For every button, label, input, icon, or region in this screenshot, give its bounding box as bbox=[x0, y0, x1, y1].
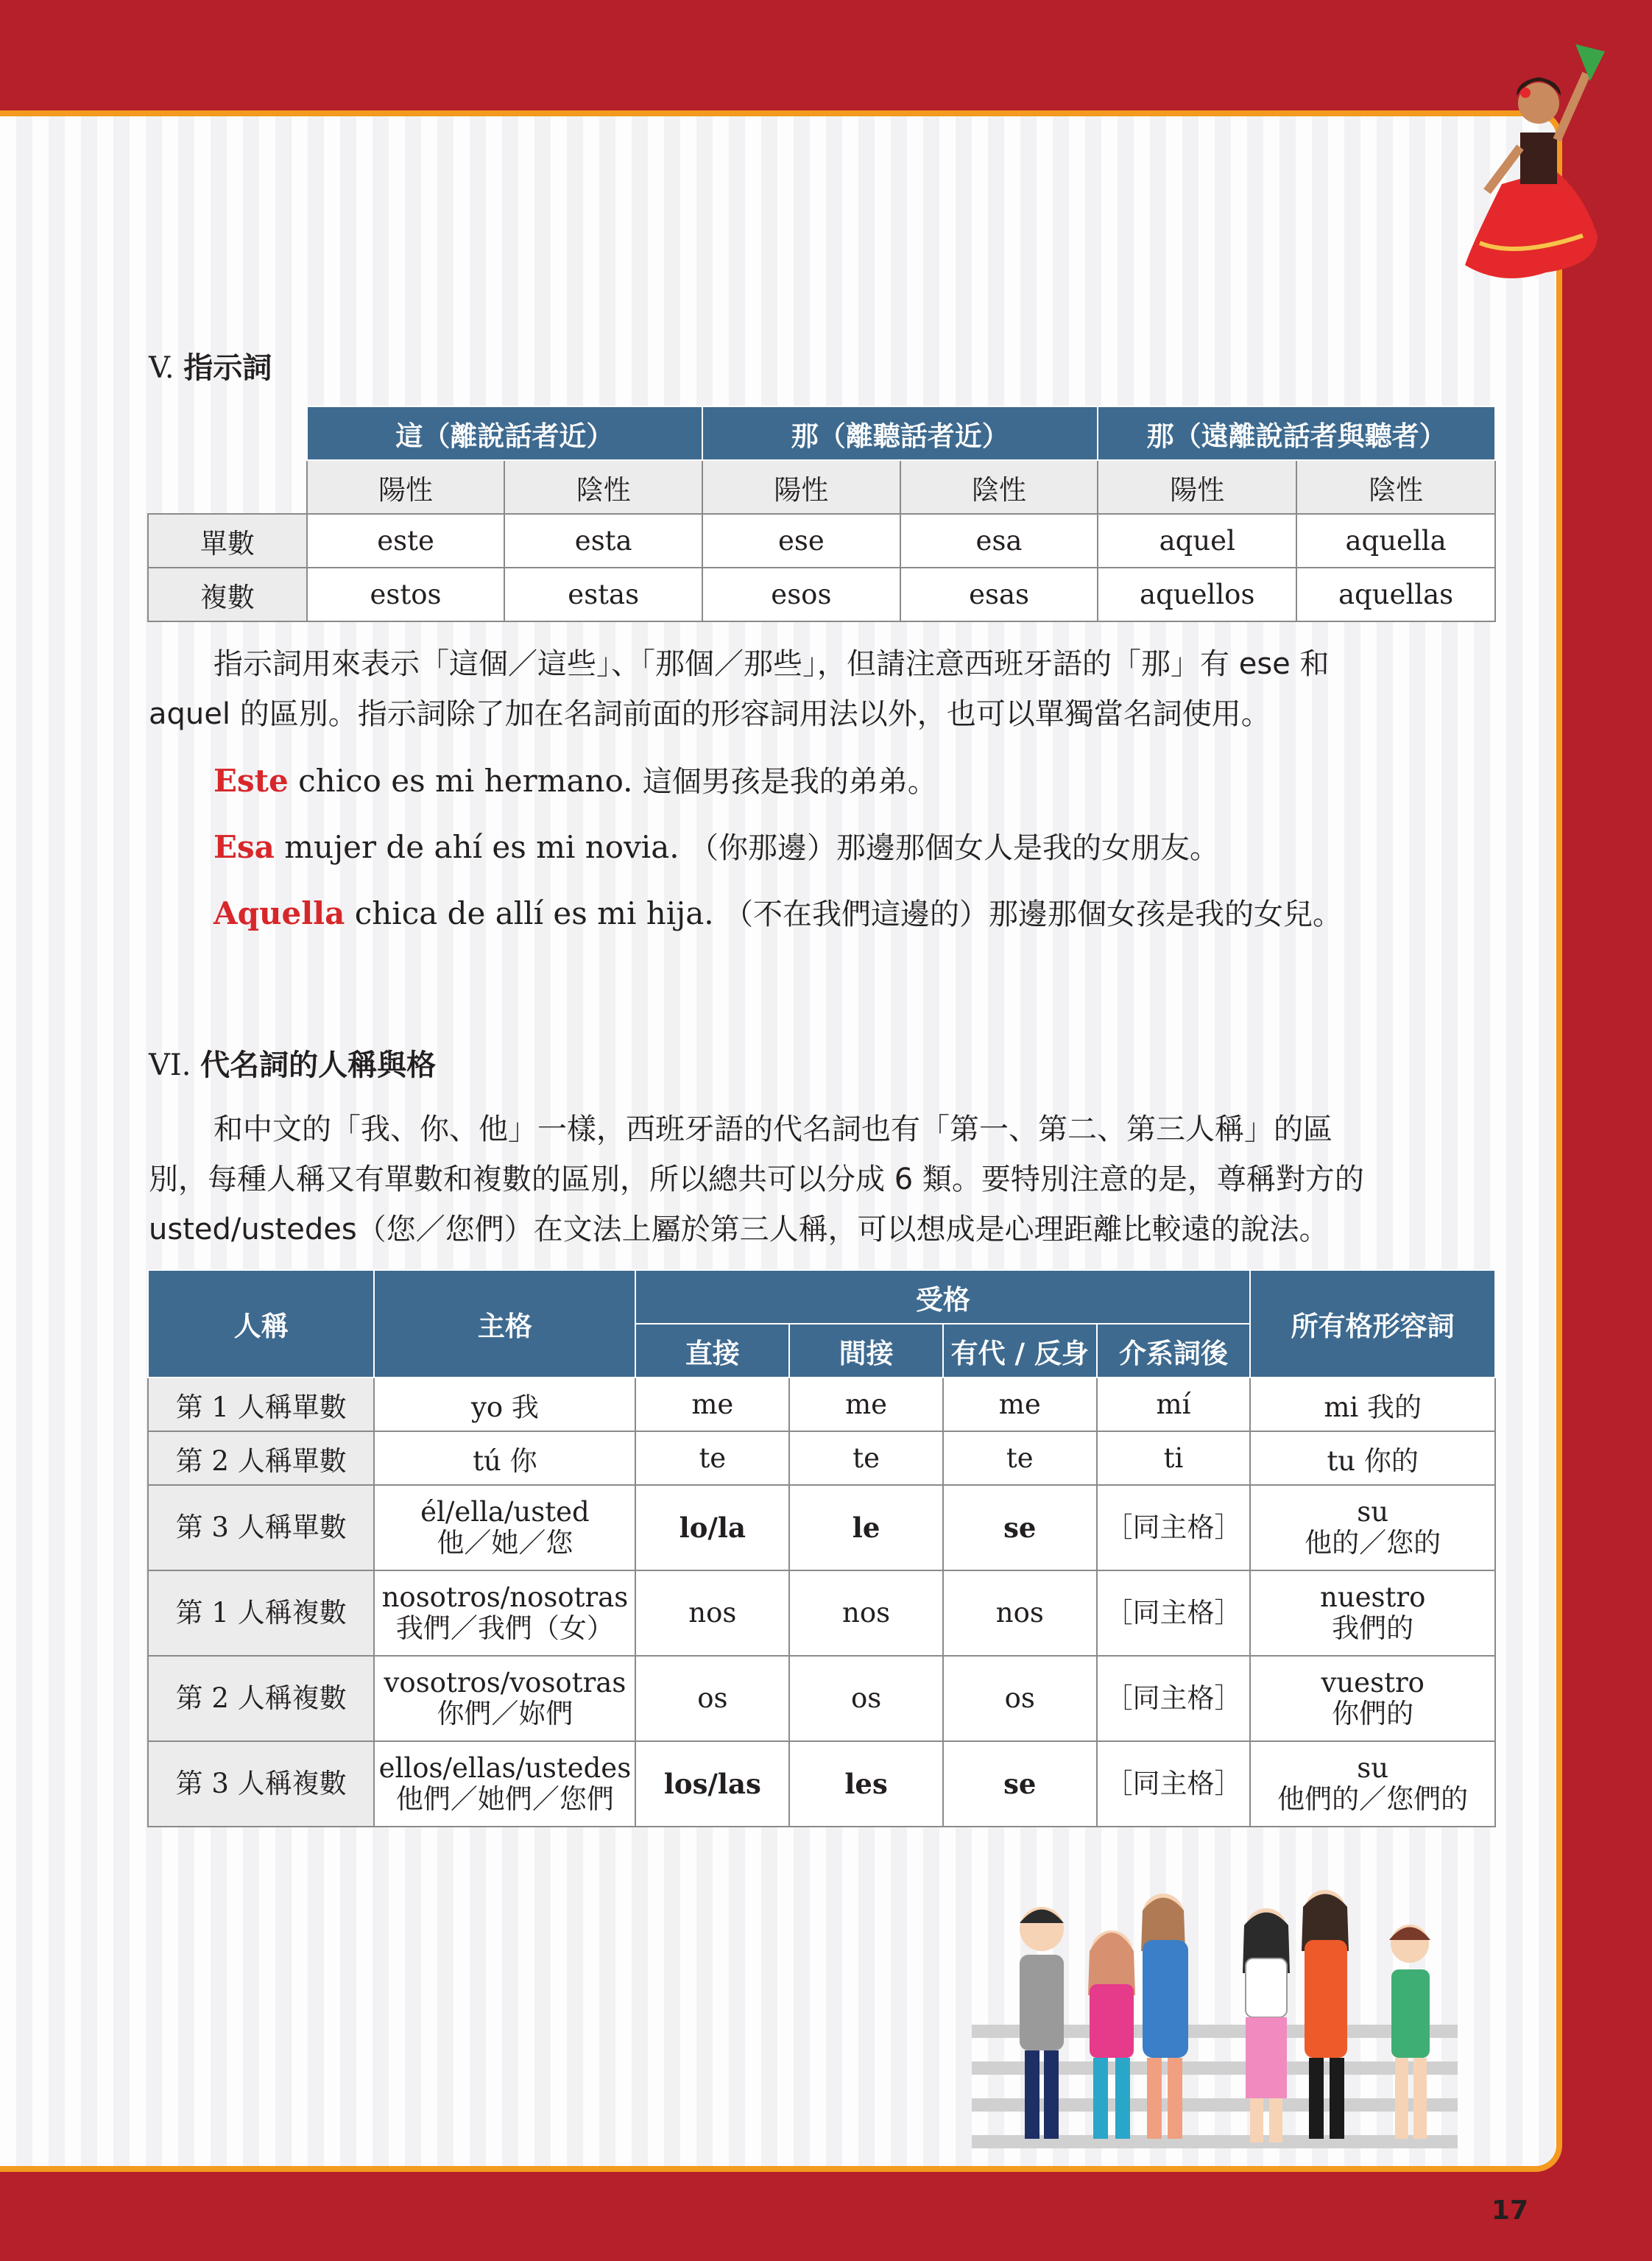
table-cell: estas bbox=[504, 568, 702, 621]
example-translation: 這個男孩是我的弟弟。 bbox=[642, 765, 937, 799]
section-5-heading bbox=[149, 345, 272, 387]
table-cell: ese bbox=[702, 514, 900, 568]
demonstratives-table bbox=[147, 406, 1496, 622]
header-person: 人稱 bbox=[148, 1270, 374, 1378]
indirect-cell: te bbox=[789, 1431, 943, 1485]
person-cell: 第 3 人稱複數 bbox=[148, 1741, 374, 1827]
subject-cell bbox=[374, 1431, 635, 1485]
table-row bbox=[148, 1431, 1495, 1485]
possessive-cell bbox=[1250, 1485, 1495, 1570]
subject-spanish: ellos/ellas/ustedes bbox=[378, 1752, 632, 1784]
people-crossing-illustration bbox=[972, 1841, 1487, 2172]
section-number: V. bbox=[149, 351, 174, 385]
table-row bbox=[148, 1485, 1495, 1570]
possessive-cell bbox=[1250, 1431, 1495, 1485]
subject-cell bbox=[374, 1378, 635, 1431]
flamenco-dancer-illustration bbox=[1458, 22, 1605, 287]
person-cell: 第 1 人稱複數 bbox=[148, 1570, 374, 1656]
indirect-cell: le bbox=[789, 1485, 943, 1570]
subject-cell bbox=[374, 1570, 635, 1656]
example-sentence bbox=[213, 825, 1219, 867]
possessive-spanish: su bbox=[1357, 1752, 1389, 1784]
group-header-this: 這（離說話者近） bbox=[307, 406, 702, 460]
person-cell: 第 3 人稱單數 bbox=[148, 1485, 374, 1570]
indirect-cell: les bbox=[789, 1741, 943, 1827]
paragraph-line: usted/ustedes（您／您們）在文法上屬於第三人稱，可以想成是心理距離比較遠的說法。 bbox=[149, 1213, 1329, 1246]
possessive-spanish: su bbox=[1357, 1496, 1389, 1528]
example-keyword: Este bbox=[213, 763, 289, 799]
reflexive-cell: se bbox=[943, 1485, 1097, 1570]
table-row bbox=[148, 1570, 1495, 1656]
possessive-spanish: vuestro bbox=[1321, 1667, 1425, 1699]
example-sentence bbox=[213, 891, 1342, 933]
table-cell: esas bbox=[900, 568, 1098, 621]
possessive-chinese: 他們的／您們的 bbox=[1277, 1783, 1469, 1815]
possessive-spanish: tu 你的 bbox=[1327, 1445, 1419, 1477]
page-number: 17 bbox=[1491, 2195, 1528, 2226]
direct-cell: te bbox=[635, 1431, 789, 1485]
table-cell: esta bbox=[504, 514, 702, 568]
prepositional-cell: ti bbox=[1097, 1431, 1251, 1485]
paragraph-line: 別，每種人稱又有單數和複數的區別，所以總共可以分成 6 類。要特別注意的是，尊稱對方的 bbox=[149, 1163, 1364, 1196]
direct-cell: nos bbox=[635, 1570, 789, 1656]
prepositional-cell: ［同主格］ bbox=[1097, 1485, 1251, 1570]
subject-spanish: nosotros/nosotras bbox=[381, 1581, 629, 1613]
paragraph-line: aquel 的區別。指示詞除了加在名詞前面的形容詞用法以外，也可以單獨當名詞使用。 bbox=[149, 697, 1271, 731]
group-header-that-near: 那（離聽話者近） bbox=[702, 406, 1098, 460]
group-header-that-far: 那（遠離說話者與聽者） bbox=[1098, 406, 1495, 460]
example-translation: （不在我們這邊的）那邊那個女孩是我的女兒。 bbox=[724, 897, 1343, 931]
table-cell: este bbox=[307, 514, 505, 568]
reflexive-cell: nos bbox=[943, 1570, 1097, 1656]
possessive-cell bbox=[1250, 1378, 1495, 1431]
reflexive-cell: se bbox=[943, 1741, 1097, 1827]
table-row bbox=[148, 568, 1495, 621]
header-prepositional: 介系詞後 bbox=[1097, 1324, 1251, 1378]
blank-corner bbox=[148, 406, 307, 460]
header-subject: 主格 bbox=[374, 1270, 635, 1378]
section-title: 指示詞 bbox=[183, 351, 272, 385]
table-row bbox=[148, 514, 1495, 568]
section-5-paragraph bbox=[149, 639, 1496, 739]
table-cell: aquellas bbox=[1296, 568, 1495, 621]
person-cell: 第 2 人稱複數 bbox=[148, 1656, 374, 1741]
possessive-cell bbox=[1250, 1570, 1495, 1656]
possessive-chinese: 我們的 bbox=[1332, 1612, 1414, 1644]
gender-header: 陰性 bbox=[504, 460, 702, 514]
section-6-heading bbox=[149, 1042, 436, 1084]
table-cell: estos bbox=[307, 568, 505, 621]
header-reflexive: 有代 / 反身 bbox=[943, 1324, 1097, 1378]
prepositional-cell: ［同主格］ bbox=[1097, 1656, 1251, 1741]
gender-header: 陽性 bbox=[702, 460, 900, 514]
reflexive-cell: te bbox=[943, 1431, 1097, 1485]
table-row bbox=[148, 1378, 1495, 1431]
example-sentence bbox=[213, 758, 937, 800]
subject-cell bbox=[374, 1656, 635, 1741]
section-title: 代名詞的人稱與格 bbox=[200, 1048, 437, 1082]
direct-cell: los/las bbox=[635, 1741, 789, 1827]
indirect-cell: os bbox=[789, 1656, 943, 1741]
example-keyword: Esa bbox=[213, 829, 275, 865]
example-spanish: chica de allí es mi hija. bbox=[345, 895, 724, 931]
subject-chinese: 他／她／您 bbox=[437, 1527, 573, 1559]
subject-chinese: 你們／妳們 bbox=[437, 1698, 573, 1729]
section-6-paragraph bbox=[149, 1104, 1496, 1255]
table-row bbox=[148, 1656, 1495, 1741]
header-direct: 直接 bbox=[635, 1324, 789, 1378]
gender-header: 陰性 bbox=[1296, 460, 1495, 514]
section-number: VI. bbox=[149, 1048, 191, 1082]
subject-chinese: 他們／她們／您們 bbox=[395, 1783, 614, 1815]
header-indirect: 間接 bbox=[789, 1324, 943, 1378]
person-cell: 第 2 人稱單數 bbox=[148, 1431, 374, 1485]
example-keyword: Aquella bbox=[213, 895, 345, 931]
subject-spanish: él/ella/usted bbox=[420, 1496, 590, 1528]
possessive-spanish: mi 我的 bbox=[1324, 1391, 1422, 1423]
pronoun-table bbox=[147, 1269, 1496, 1827]
prepositional-cell: ［同主格］ bbox=[1097, 1570, 1251, 1656]
paragraph-line: 指示詞用來表示「這個／這些」、「那個／那些」，但請注意西班牙語的「那」有 ese 和 bbox=[213, 647, 1330, 681]
subject-spanish: tú 你 bbox=[473, 1445, 537, 1477]
row-label: 複數 bbox=[148, 568, 307, 621]
reflexive-cell: me bbox=[943, 1378, 1097, 1431]
possessive-chinese: 你們的 bbox=[1332, 1698, 1414, 1729]
indirect-cell: nos bbox=[789, 1570, 943, 1656]
table-cell: aquellos bbox=[1098, 568, 1296, 621]
example-spanish: mujer de ahí es mi novia. bbox=[274, 829, 689, 865]
person-cell: 第 1 人稱單數 bbox=[148, 1378, 374, 1431]
direct-cell: lo/la bbox=[635, 1485, 789, 1570]
gender-header: 陽性 bbox=[307, 460, 505, 514]
direct-cell: os bbox=[635, 1656, 789, 1741]
paragraph-line: 和中文的「我、你、他」一樣，西班牙語的代名詞也有「第一、第二、第三人稱」的區 bbox=[213, 1112, 1332, 1146]
possessive-cell bbox=[1250, 1741, 1495, 1827]
reflexive-cell: os bbox=[943, 1656, 1097, 1741]
possessive-spanish: nuestro bbox=[1319, 1581, 1426, 1613]
header-possessive: 所有格形容詞 bbox=[1250, 1270, 1495, 1378]
subject-spanish: yo 我 bbox=[470, 1391, 539, 1423]
prepositional-cell: ［同主格］ bbox=[1097, 1741, 1251, 1827]
subject-spanish: vosotros/vosotras bbox=[384, 1667, 626, 1699]
subject-cell bbox=[374, 1741, 635, 1827]
subject-chinese: 我們／我們（女） bbox=[395, 1612, 614, 1644]
table-cell: aquella bbox=[1296, 514, 1495, 568]
possessive-cell bbox=[1250, 1656, 1495, 1741]
table-cell: esa bbox=[900, 514, 1098, 568]
prepositional-cell: mí bbox=[1097, 1378, 1251, 1431]
table-row bbox=[148, 1741, 1495, 1827]
direct-cell: me bbox=[635, 1378, 789, 1431]
example-translation: （你那邊）那邊那個女人是我的女朋友。 bbox=[688, 831, 1219, 865]
blank-corner bbox=[148, 460, 307, 514]
indirect-cell: me bbox=[789, 1378, 943, 1431]
possessive-chinese: 他的／您的 bbox=[1305, 1527, 1441, 1559]
gender-header: 陽性 bbox=[1098, 460, 1296, 514]
subject-cell bbox=[374, 1485, 635, 1570]
row-label: 單數 bbox=[148, 514, 307, 568]
gender-header: 陰性 bbox=[900, 460, 1098, 514]
table-cell: aquel bbox=[1098, 514, 1296, 568]
table-cell: esos bbox=[702, 568, 900, 621]
example-spanish: chico es mi hermano. bbox=[288, 763, 643, 799]
header-object: 受格 bbox=[635, 1270, 1250, 1324]
